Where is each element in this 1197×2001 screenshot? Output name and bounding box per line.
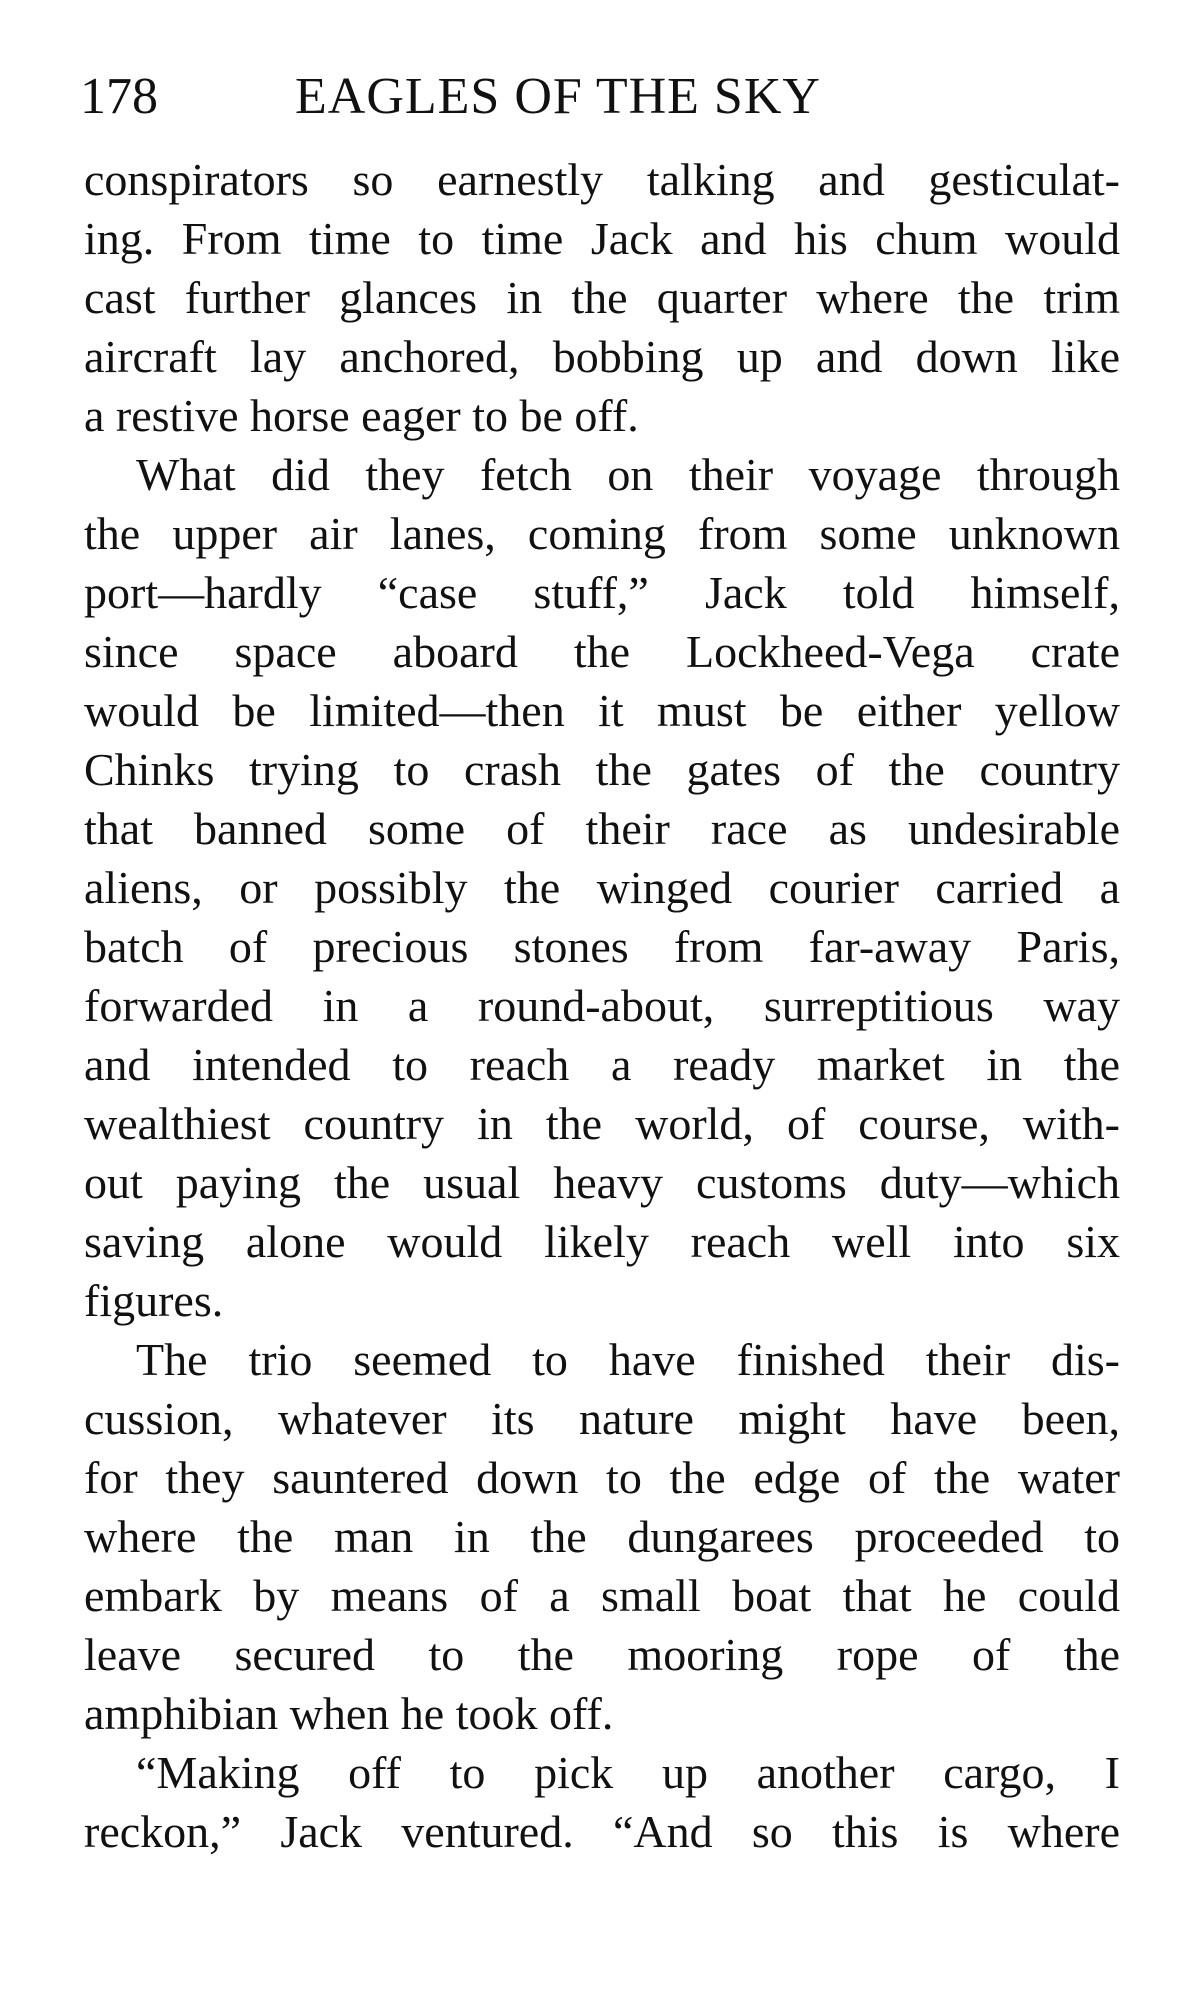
text-line: forwarded in a round-about, surreptitious way (84, 980, 1120, 1031)
text-line: The trio seemed to have finished their dis- (136, 1334, 1120, 1385)
text-line: amphibian when he took off. (84, 1688, 614, 1739)
body-text (84, 150, 1120, 1861)
text-line: ing. From time to time Jack and his chum would (84, 213, 1120, 264)
paragraph-3 (84, 1330, 1120, 1743)
book-title: EAGLES OF THE SKY (295, 68, 821, 125)
paragraph-4 (84, 1743, 1120, 1861)
text-line: the upper air lanes, coming from some unknown (84, 508, 1120, 559)
text-line: out paying the usual heavy customs duty—which (84, 1157, 1120, 1208)
text-line: and intended to reach a ready market in the (84, 1039, 1120, 1090)
text-line: a restive horse eager to be off. (84, 390, 639, 441)
text-line: reckon,” Jack ventured. “And so this is where (84, 1806, 1120, 1857)
text-line: for they sauntered down to the edge of the water (84, 1452, 1120, 1503)
text-line: aliens, or possibly the winged courier carried a (84, 862, 1120, 913)
text-line: “Making off to pick up another cargo, I (136, 1747, 1120, 1798)
running-head (80, 62, 1120, 132)
text-line: embark by means of a small boat that he could (84, 1570, 1120, 1621)
text-line: figures. (84, 1275, 224, 1326)
text-line: since space aboard the Lockheed-Vega crate (84, 626, 1120, 677)
text-line: where the man in the dungarees proceeded to (84, 1511, 1120, 1562)
text-line: port—hardly “case stuff,” Jack told himself, (84, 567, 1120, 618)
text-line: Chinks trying to crash the gates of the country (84, 744, 1120, 795)
page-number: 178 (80, 68, 158, 125)
paragraph-1 (84, 150, 1120, 445)
text-line: conspirators so earnestly talking and gesticulat- (84, 154, 1120, 205)
text-line: that banned some of their race as undesirable (84, 803, 1120, 854)
text-line: leave secured to the mooring rope of the (84, 1629, 1120, 1680)
text-line: aircraft lay anchored, bobbing up and down like (84, 331, 1120, 382)
text-line: cast further glances in the quarter where the trim (84, 272, 1120, 323)
text-line: wealthiest country in the world, of course, with- (84, 1098, 1120, 1149)
text-line: What did they fetch on their voyage through (136, 449, 1120, 500)
text-line: saving alone would likely reach well into six (84, 1216, 1120, 1267)
paragraph-2 (84, 445, 1120, 1330)
text-line: would be limited—then it must be either yellow (84, 685, 1120, 736)
text-line: batch of precious stones from far-away Paris, (84, 921, 1120, 972)
text-line: cussion, whatever its nature might have been, (84, 1393, 1120, 1444)
